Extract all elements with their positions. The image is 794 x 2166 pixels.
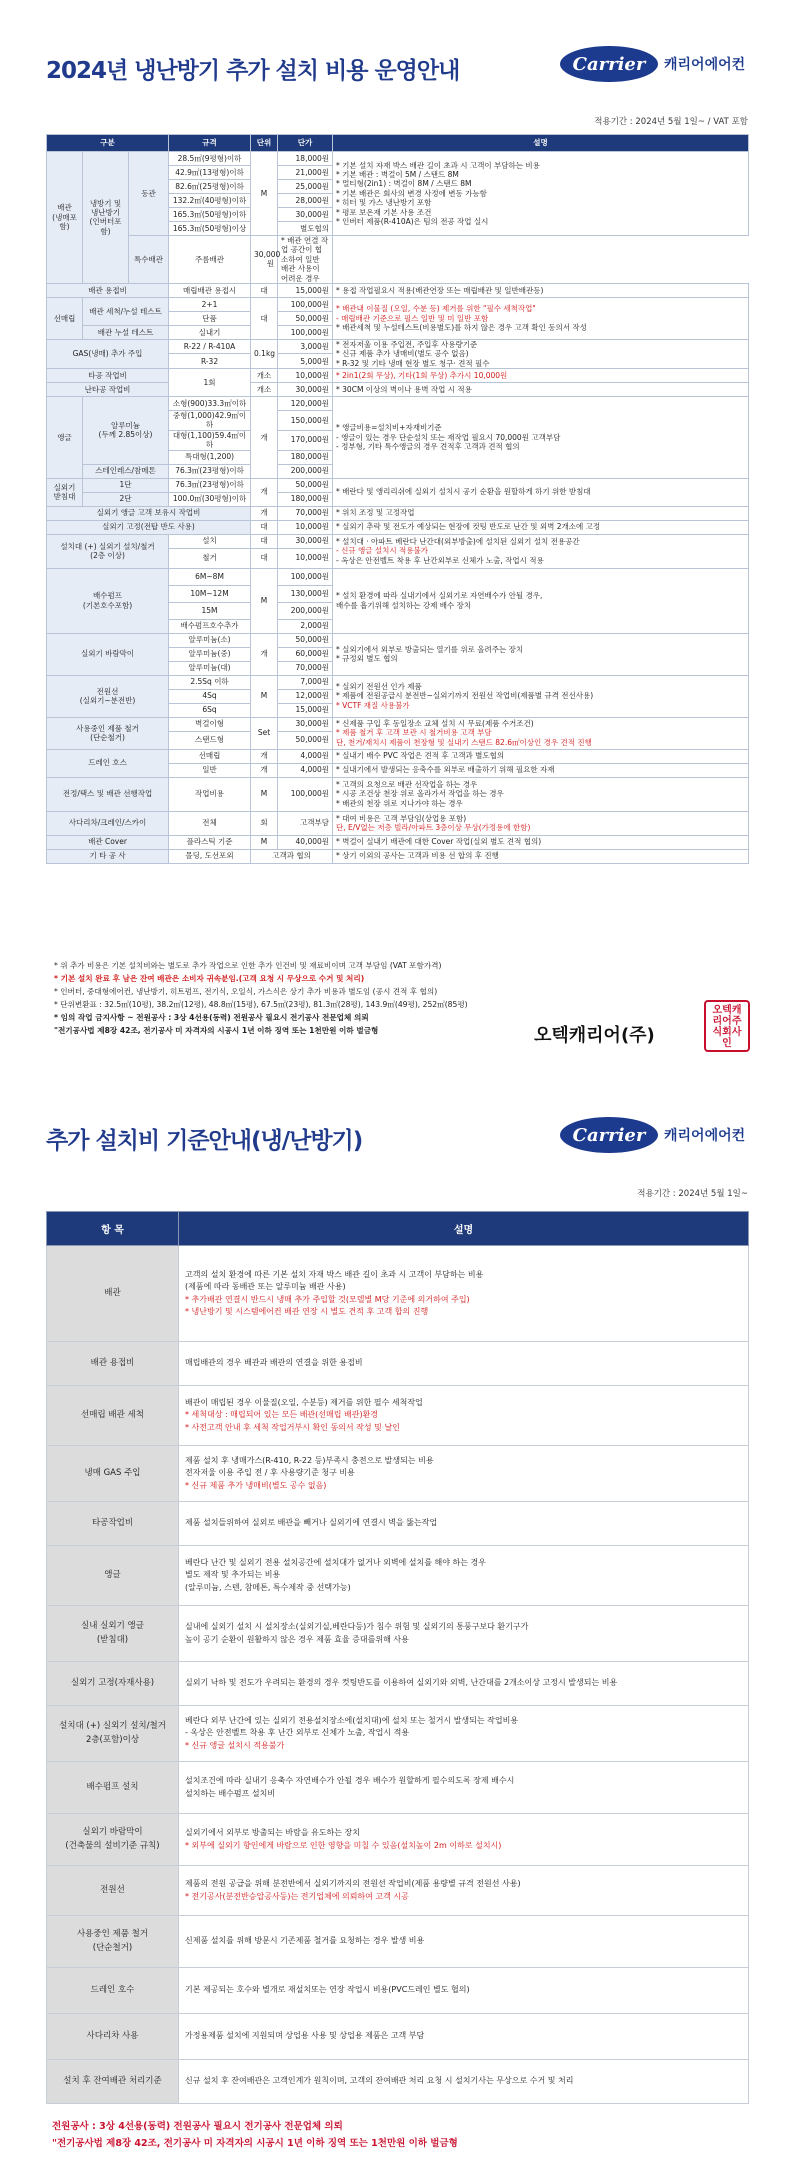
cell: R-22 / R-410A	[169, 339, 251, 354]
cell: 82.6㎡(25평형)이하	[169, 180, 251, 194]
company-name: 오텍캐리어(주)	[534, 1025, 655, 1046]
cell: R-32	[169, 354, 251, 369]
cell: 선매립	[47, 297, 83, 339]
cell: 21,000원	[278, 166, 333, 180]
desc-cell: * 실내기에서 발생되는 응축수를 외부로 배출하기 위해 필요한 자재	[333, 763, 749, 777]
cell: 50,000원	[278, 633, 333, 647]
cell: 4,000원	[278, 749, 333, 763]
carrier-logo-mark: Carrier	[560, 1117, 658, 1153]
cell: 배관 세척/누설 테스트	[83, 297, 169, 325]
cell: 대형(1,100)59.4㎡이하	[169, 430, 251, 450]
header-cell: 설명	[179, 1212, 749, 1246]
item-cell: 실내 실외기 앵글 (받침대)	[47, 1606, 179, 1662]
desc-cell: * 용접 작업필요시 적용(배관연장 또는 매립배관 및 일반배관등)	[333, 283, 749, 297]
note: * 위 추가 비용은 기본 설치비와는 별도로 추가 작업으로 인한 추가 인건비 및 재료비이며 고객 부담임 (VAT 포함가격)	[54, 961, 442, 970]
desc-cell: 설치조건에 따라 실내기 응축수 자연배수가 안될 경우 배수가 원할하게 필수의도록 장제 배수시 설치하는 배수펌프 설치비	[179, 1762, 749, 1814]
cell: 알루미늄(중)	[169, 647, 251, 661]
cell: 소형(900)33.3㎡이하	[169, 397, 251, 411]
cell: 특대형(1,200)	[169, 450, 251, 464]
cell: 70,000원	[278, 661, 333, 675]
header-cell: 설명	[333, 135, 749, 152]
table-row	[47, 1246, 749, 1342]
cell: 25,000원	[278, 180, 333, 194]
cell: 배관 Cover	[47, 835, 169, 849]
note: * 단위변환표 : 32.5㎡(10평), 38.2㎡(12평), 48.8㎡(15평), 67.5㎡(23평), 81.3㎡(28평), 143.9㎡(49평), 252㎡(85평)	[54, 999, 468, 1009]
apply-period: 적용기간 : 2024년 5월 1일~ / VAT 포함	[594, 117, 748, 127]
cell: 4Sq	[169, 689, 251, 703]
desc-cell: * 배란다 및 앵리리쉬에 실외기 설치시 공기 순환을 원할하게 하기 위한 받침대	[333, 478, 749, 506]
cell: 대	[251, 548, 278, 568]
desc-cell: 매립배관의 경우 배관과 배관의 연결을 위한 용접비	[179, 1342, 749, 1386]
cell: Set	[251, 717, 278, 749]
note: * 임의 작업 금지사항 ~ 전원공사 : 3상 4선용(동력) 전원공사 필요시 전기공사 전문업체 의뢰	[54, 1012, 369, 1022]
cell: 100,000원	[278, 297, 333, 311]
item-cell: 앵글	[47, 1546, 179, 1606]
cell: 개소	[251, 369, 278, 383]
cell: 개	[251, 506, 278, 520]
table-row	[47, 1968, 749, 2014]
footer-line: "전기공사법 제8장 42조, 전기공사 미 자격자의 시공시 1년 이하 징역 또는 1천만원 이하 벌금형	[52, 2138, 458, 2150]
cell: 10,000원	[278, 369, 333, 383]
note: "전기공사법 제8장 42조, 전기공사 미 자격자의 시공시 1년 이하 징역 또는 1천만원 이하 벌금형	[54, 1025, 379, 1035]
desc-cell: 베란다 외부 난간에 있는 실외기 전용설치장소에(설치대)에 설치 또는 철거시 발생되는 작업비용 - 옥상은 안전벨트 착용 후 난간 외부로 신체가 노출, 작업시 적용 * 신규 앵글 설치시 적용불가	[179, 1706, 749, 1762]
cell: 스테인레스/참메톤	[83, 464, 169, 478]
cell: 특수배관	[129, 236, 169, 284]
cell: 10M~12M	[169, 585, 251, 602]
cell: 42.9㎡(13평형)이하	[169, 166, 251, 180]
cell: 100,000원	[278, 568, 333, 585]
footer-warning	[52, 2118, 458, 2152]
cell: 12,000원	[278, 689, 333, 703]
cell: 배수펌프 (기본호수포함)	[47, 568, 169, 633]
cell: 대	[251, 534, 278, 548]
cell: 배관 용접비	[47, 283, 169, 297]
desc-cell: * 설치 환경에 따라 실내기에서 실외기로 자연배수가 안될 경우, 배수를 흡기위해 설치하는 강제 배수 장치	[333, 568, 749, 633]
cell: 실외기 받침대	[47, 478, 83, 506]
cell: 15,000원	[278, 703, 333, 717]
cell: M	[251, 777, 278, 811]
item-cell: 사다리차 사용	[47, 2014, 179, 2060]
desc-cell: 실외기에서 외부로 방출되는 바람을 유도하는 장치 * 외부에 실외기 향인에게 바람으로 인한 영향을 미칠 수 있음(설치높이 2m 이하로 설치시)	[179, 1814, 749, 1866]
cell: 매립배관 용접시	[169, 283, 251, 297]
cell: 100.0㎡(30평형)이하	[169, 492, 251, 506]
cell: M	[251, 568, 278, 633]
guide-table	[46, 1211, 749, 2104]
cell: 일반	[169, 763, 251, 777]
item-cell: 설치 후 잔여배관 처리기준	[47, 2060, 179, 2104]
cell: 28.5㎡(9평형)이하	[169, 152, 251, 166]
cell: 30,000원	[278, 208, 333, 222]
cell: 대	[251, 297, 278, 339]
footer-line: 전원공사 : 3상 4선용(동력) 전원공사 필요시 전기공사 전문업체 의뢰	[52, 2121, 343, 2132]
cell: M	[251, 675, 278, 717]
cell: 벽걸이형	[169, 717, 251, 731]
table-row	[47, 1916, 749, 1968]
section2-title: 추가 설치비 기준안내(냉/난방기)	[46, 1128, 363, 1154]
cell: 50,000원	[278, 311, 333, 325]
cell: 몰딩, 도선포외	[169, 849, 251, 863]
apply-period: 적용기간 : 2024년 5월 1일~	[637, 1189, 748, 1199]
table-header	[47, 135, 749, 152]
cell: 165.3㎡(50평형)이하	[169, 208, 251, 222]
desc-cell: 제품의 전원 공급을 위해 분전반에서 실외기까지의 전원선 작업비(제품 용량별 규격 전원선 사용) * 전기공사(분전반승압공사등)는 전기업체에 의뢰하여 고객 시공	[179, 1866, 749, 1916]
cell: 1단	[83, 478, 169, 492]
cell: 5,000원	[278, 354, 333, 369]
cell: 165.3㎡(50평형)이상	[169, 222, 251, 236]
cell: 대	[251, 283, 278, 297]
cell: 40,000원	[278, 835, 333, 849]
cell: 30,000원	[251, 236, 278, 284]
desc-cell: * 실외기 추락 및 전도가 예상되는 현장에 컷팅 반도로 난간 및 외벽 2개소에 고정	[333, 520, 749, 534]
cell: 120,000원	[278, 397, 333, 411]
cell: 실외기 바람막이	[47, 633, 169, 675]
desc-cell: * 고객의 요청으로 배관 선작업을 하는 경우 * 시공 조건상 천장 위로 올라가서 작업을 하는 경우 * 배관의 천장 위로 지나가야 하는 경우	[333, 777, 749, 811]
item-cell: 배수펌프 설치	[47, 1762, 179, 1814]
cell: GAS(냉매) 추가 주입	[47, 339, 169, 368]
cell: 10,000원	[278, 520, 333, 534]
cell: 10,000원	[278, 548, 333, 568]
cell: 170,000원	[278, 430, 333, 450]
cell: 전체	[169, 811, 251, 835]
cell: 사다리차/크레인/스카이	[47, 811, 169, 835]
desc-cell: * 앵글비용=설치비+자재비기준 - 앵글이 있는 경우 단순설치 또는 재작업 필요시 70,000원 고객부담 - 정부형, 기타 특수앵글의 경우 견적후 고객과 견적 협의	[333, 397, 749, 479]
desc-cell: 제품 설치 후 냉매가스(R-410, R-22 등)부족시 충전으로 발생되는 비용 전자저울 이용 주입 전 / 후 사용량기준 청구 비용 * 신규 제품 추가 냉매비(별도 공수 없음)	[179, 1446, 749, 1502]
item-cell: 사용중인 제품 철거 (단순철거)	[47, 1916, 179, 1968]
note: * 기본 설치 완료 후 남은 잔여 배관은 소비자 귀속분임.(고객 요청 시 무상으로 수거 및 처리)	[54, 973, 365, 983]
cell: 15M	[169, 602, 251, 619]
desc-cell: * 기본 설치 자재 박스 배관 길이 초과 시 고객이 부담하는 비용 * 기본 배관 : 벽걸이 5M / 스탠드 8M * 멀티형(2in1) : 벽걸이 8M / 스탠드 8M * 기본 배관은 회사의 변경 사정에 변동 가능함 * 히터 및 가스 냉난방기 포함 * 평포 보온재 기본 사용 조건 * 인버터 제품(R-410A)은 팀의 전공 작업 실시	[333, 152, 749, 236]
cell: 150,000원	[278, 411, 333, 431]
desc-cell: 실외기 낙하 및 전도가 우려되는 환경의 경우 컷팅반도를 이용하여 실외기와 외벽, 난간대를 2개소이상 고정시 발생되는 비용	[179, 1662, 749, 1706]
cell: M	[251, 152, 278, 236]
cell: M	[251, 835, 278, 849]
note: * 인버터, 중대형에어컨, 냉난방기, 히트펌프, 전기식, 오일식, 가스식은 상기 추가 비용과 별도임 (공시 견적 후 협의)	[54, 986, 438, 996]
table-row	[47, 2014, 749, 2060]
cell: 180,000원	[278, 492, 333, 506]
cell: 200,000원	[278, 464, 333, 478]
cost-table	[46, 134, 749, 864]
cell: 사용중인 제품 철거 (단순철거)	[47, 717, 169, 749]
cell: 전원선 (실외기~분전반)	[47, 675, 169, 717]
page-title: 2024년 냉난방기 추가 설치 비용 운영안내	[46, 58, 460, 84]
desc-cell: 고객의 설치 환경에 따른 기본 설치 자재 박스 배관 길이 초과 시 고객이 부담하는 비용 (제품에 따라 동배관 또는 알루미늄 배관 사용) * 추가배관 연결시 반드시 냉매 추가 주입할 것(모델별 M당 기준에 의거하여 주입) * 냉난방기 및 시스템에어컨 배관 연장 시 별도 견적 후 고객 합의 진행	[179, 1246, 749, 1342]
cell: 15,000원	[278, 283, 333, 297]
cell: 76.3㎡(23평형)이하	[169, 464, 251, 478]
table-row	[47, 1662, 749, 1706]
desc-cell: * 배관내 이물질 (오일, 수분 등) 제거를 위한 "필수 세척작업" - 매립배관 기준으로 필스 일반 및 미 일반 포함 * 배관세척 및 누설테스트(비용별도)를 하지 않은 경우 고객 확인 동의서 작성	[333, 297, 749, 339]
cell: 알루미늄 (두께 2.85이상)	[83, 397, 169, 465]
cell: 6Sq	[169, 703, 251, 717]
cell: 2.5Sq 이하	[169, 675, 251, 689]
desc-cell: * 전자저울 이용 주입전, 주입후 사용량기준 * 신규 제품 추가 냉매비(별도 공수 없음) * R-32 및 기타 냉매 현장 별도 청구· 견적 필수	[333, 339, 749, 368]
item-cell: 타공작업비	[47, 1502, 179, 1546]
cell: 플라스틱 기준	[169, 835, 251, 849]
brand-name: 캐리어에어컨	[664, 1128, 746, 1144]
cell: 고객과 협의	[251, 849, 333, 863]
desc-cell: 가정용제품 설치에 지원되며 상업용 사용 및 상업용 제품은 고객 부담	[179, 2014, 749, 2060]
cell: 개	[251, 397, 278, 479]
cell: 배관 (냉매포함)	[47, 152, 83, 284]
cell: 기 타 공 사	[47, 849, 169, 863]
carrier-logo	[560, 1117, 745, 1153]
table-row	[47, 2060, 749, 2104]
cell: 2+1	[169, 297, 251, 311]
cell: 대	[251, 520, 278, 534]
cell: 전정/택스 및 배관 선행작업	[47, 777, 169, 811]
cell: 앵글	[47, 397, 83, 479]
cell: 76.3㎡(23평형)이하	[169, 478, 251, 492]
table-header	[47, 1212, 749, 1246]
brand-name: 캐리어에어컨	[664, 57, 746, 73]
desc-cell: 배관이 매립된 경우 이물질(오일, 수분등) 제거를 위한 필수 세척작업 * 세척대상 : 매립되어 있는 모든 배관(선매립 배관)환경 * 사전고객 안내 후 세척 작업거부시 확인 동의서 작성 및 날인	[179, 1386, 749, 1446]
cell: 30,000원	[278, 717, 333, 731]
desc-cell: * 30CM 이상의 벽이나 용벽 작업 시 적용	[333, 383, 749, 397]
desc-cell: * 2in1(2회 무상), 기타(1회 무상) 추가시 10,000원	[333, 369, 749, 383]
cell: 난타공 작업비	[47, 383, 169, 397]
company-seal: 오텍캐리어주식회사인	[704, 1000, 750, 1052]
header-cell: 규격	[169, 135, 251, 152]
cell: 알루미늄(대)	[169, 661, 251, 675]
cell: 동관	[129, 152, 169, 236]
cell: 배관 누설 테스트	[83, 325, 169, 339]
table-row	[47, 1706, 749, 1762]
desc-cell: 베란다 난간 및 실외기 전용 설치공간에 설치대가 없거나 외벽에 설치를 해야 하는 경우 별도 제작 및 추가되는 비용 (알루미늄, 스텐, 참메톤, 특수제작 중 선택가능)	[179, 1546, 749, 1606]
cell: 60,000원	[278, 647, 333, 661]
header-cell: 항 목	[47, 1212, 179, 1246]
item-cell: 배관	[47, 1246, 179, 1342]
cell: 50,000원	[278, 478, 333, 492]
notes-block	[54, 960, 468, 1037]
cell: 드레인 호스	[47, 749, 169, 777]
cell: 개	[251, 749, 278, 763]
desc-cell: * 배관 연결 작업 공간이 협소하여 일반 배관 사용이 어려운 경우	[278, 236, 333, 284]
cell: 실내기	[169, 325, 251, 339]
cell: 주름배관	[169, 236, 251, 284]
table-row	[47, 1446, 749, 1502]
table-row	[47, 1762, 749, 1814]
cell: 30,000원	[278, 534, 333, 548]
cell: 실외기 고정(전탑 반도 사용)	[47, 520, 251, 534]
item-cell: 냉매 GAS 주입	[47, 1446, 179, 1502]
desc-cell: * 신제품 구입 후 동일장소 교체 설치 시 무료(제품 수거조건) * 제품 철거 후 고객 보관 시 철거비용 고객 부담 단, 천거/재치시 제품이 천장형 및 실내기 스탠드 82.6㎡이상인 경우 견적 진행	[333, 717, 749, 749]
table-row	[47, 1502, 749, 1546]
cell: 7,000원	[278, 675, 333, 689]
cell: 작업비용	[169, 777, 251, 811]
header-cell: 단위	[251, 135, 278, 152]
desc-cell: 제품 설치들위하여 실외로 배관을 빼거나 실외기에 연결시 벽을 뚫는작업	[179, 1502, 749, 1546]
table-row	[47, 1866, 749, 1916]
table-row	[47, 1814, 749, 1866]
desc-cell: * 실외기 전원선 인가 제품 * 제품에 전원공급시 분전반~실외기까지 전원선 작업비(제품별 규격 전선사용) * VCTF 재질 사용불가	[333, 675, 749, 717]
cell: 2,000원	[278, 619, 333, 633]
cell: 28,000원	[278, 194, 333, 208]
cell: 냉방기 및 냉난방기 (인버터포함)	[83, 152, 129, 284]
item-cell: 전원선	[47, 1866, 179, 1916]
cell: 100,000원	[278, 777, 333, 811]
cell: 알루미늄(소)	[169, 633, 251, 647]
item-cell: 실외기 바람막이 (건축물의 설비기준 규칙)	[47, 1814, 179, 1866]
cell: 설치	[169, 534, 251, 548]
header-cell: 단가	[278, 135, 333, 152]
cell: 개	[251, 763, 278, 777]
cell: 130,000원	[278, 585, 333, 602]
cell: 100,000원	[278, 325, 333, 339]
cell: 3,000원	[278, 339, 333, 354]
cell: 실외기 앵글 고객 보유시 작업비	[47, 506, 251, 520]
cell: 50,000원	[278, 731, 333, 749]
item-cell: 설치대 (+) 실외기 설치/철거 2층(포함)이상	[47, 1706, 179, 1762]
desc-cell: * 위치 조정 및 고정작업	[333, 506, 749, 520]
carrier-logo-mark: Carrier	[560, 46, 658, 82]
item-cell: 실외기 고정(자재사용)	[47, 1662, 179, 1706]
item-cell: 배관 용접비	[47, 1342, 179, 1386]
table-row	[47, 1342, 749, 1386]
cell: 200,000원	[278, 602, 333, 619]
cell: 철거	[169, 548, 251, 568]
cell: 180,000원	[278, 450, 333, 464]
cell: 개	[251, 478, 278, 506]
carrier-logo	[560, 46, 745, 82]
cell: 30,000원	[278, 383, 333, 397]
table-row	[47, 1386, 749, 1446]
cell: 단품	[169, 311, 251, 325]
item-cell: 선매립 배관 세척	[47, 1386, 179, 1446]
table-row	[47, 1546, 749, 1606]
table-row	[47, 1606, 749, 1662]
cell: 70,000원	[278, 506, 333, 520]
cell: 고객부담	[278, 811, 333, 835]
cell: 개	[251, 633, 278, 675]
cell: 6M~8M	[169, 568, 251, 585]
desc-cell: * 설치대 · 아파트 베란다 난간대(외부방출)에 설치된 실외기 설치 전용공간 - 신규 앵글 설치시 적용불가 - 옥상은 안전벨트 착용 후 난간외부로 신체가 노출, 작업시 적용	[333, 534, 749, 568]
cell: 회	[251, 811, 278, 835]
cell: 개소	[251, 383, 278, 397]
cell: 설치대 (+) 실외기 설치/철거 (2층 이상)	[47, 534, 169, 568]
cell: 별도협의	[278, 222, 333, 236]
cell: 스탠드형	[169, 731, 251, 749]
item-cell: 드레인 호수	[47, 1968, 179, 2014]
cell: 배수펌프호수추가	[169, 619, 251, 633]
desc-cell: 실내에 실외기 설치 시 설치장소(실외기실,베란다등)가 침수 위험 및 실외기의 통풍구보다 환기구가 높이 공기 순환이 원활하지 않은 경우 제품 효율 증대를위해 사용	[179, 1606, 749, 1662]
desc-cell: * 실외기에서 외부로 방출되는 열기를 위로 올려주는 장치 * 규정외 별도 협의	[333, 633, 749, 675]
cell: 중형(1,000)42.9㎡이하	[169, 411, 251, 431]
cell: 1회	[169, 369, 251, 397]
desc-cell: * 실내기 배수 PVC 작업은 견적 후 고객과 별도협의	[333, 749, 749, 763]
cell: 132.2㎡(40평형)이하	[169, 194, 251, 208]
header-cell: 구분	[47, 135, 169, 152]
cell: 2단	[83, 492, 169, 506]
desc-cell: * 대여 비용은 고객 부담임(상업용 포함) 단, E/V없는 저층 빌라/아파트 3층이상 무상(가정용에 한함)	[333, 811, 749, 835]
desc-cell: 신제품 설치를 위해 방문시 기존제품 철거를 요청하는 경우 발생 비용	[179, 1916, 749, 1968]
desc-cell: * 벽걸이 실내기 배관에 대한 Cover 작업(실외 별도 견적 협의)	[333, 835, 749, 849]
cell: 0.1kg	[251, 339, 278, 368]
cell: 타공 작업비	[47, 369, 169, 383]
desc-cell: * 상기 이외의 공사는 고객과 비용 선 합의 후 진행	[333, 849, 749, 863]
desc-cell: 신규 설치 후 잔여배관은 고객인계가 원칙이며, 고객의 잔여배관 처리 요청 시 설치기사는 무상으로 수거 및 처리	[179, 2060, 749, 2104]
cell: 18,000원	[278, 152, 333, 166]
desc-cell: 기본 제공되는 호수와 별개로 재설치또는 연장 작업시 비용(PVC드레인 별도 협의)	[179, 1968, 749, 2014]
cell: 4,000원	[278, 763, 333, 777]
cell: 선매립	[169, 749, 251, 763]
